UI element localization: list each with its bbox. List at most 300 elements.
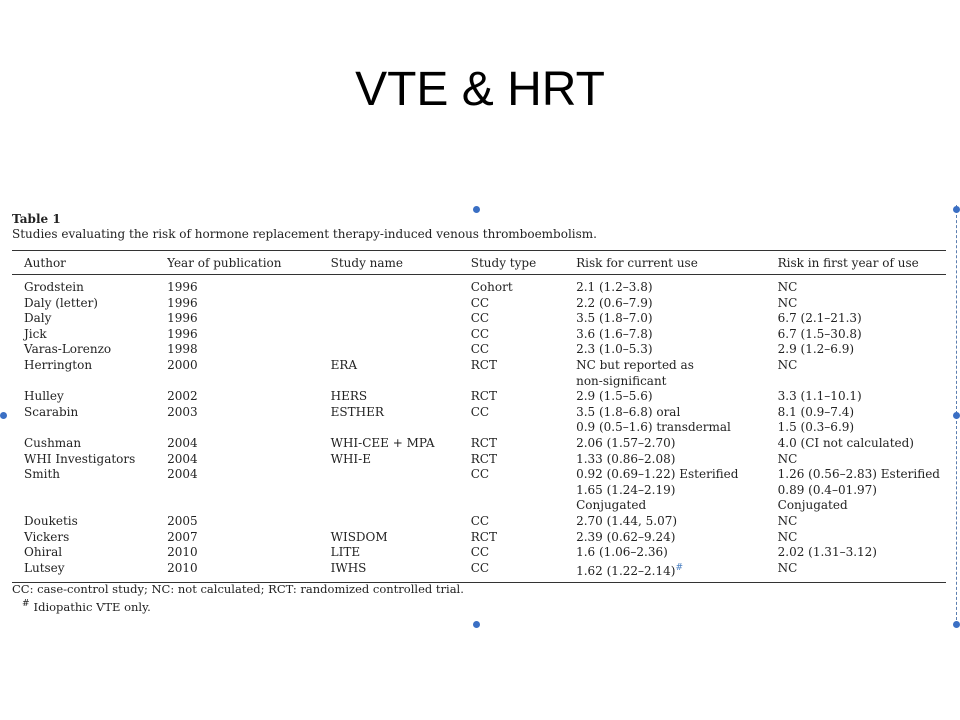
table-row	[12, 436, 946, 452]
cell-risk-first-year-line	[778, 436, 940, 452]
cell-study-type-text: RCT	[470, 389, 497, 404]
cell-risk-current-line	[576, 358, 760, 374]
cell-risk-current-line	[576, 280, 760, 296]
cell-year-line	[167, 296, 313, 312]
col-header-year: Year of publication	[155, 251, 319, 275]
cell-study-name-text: IWHS	[330, 560, 367, 575]
cell-author	[12, 358, 155, 389]
resize-handle-middle-left[interactable]	[0, 412, 7, 419]
cell-risk-first-year-text: 1.5 (0.3–6.9)	[777, 420, 855, 435]
cell-study-type	[459, 405, 564, 436]
cell-study-type-text: CC	[470, 513, 490, 528]
cell-author	[12, 561, 155, 583]
cell-year-line	[167, 545, 313, 561]
cell-year	[155, 327, 319, 343]
cell-study-type	[459, 311, 564, 327]
cell-study-type-text: RCT	[470, 451, 497, 466]
cell-risk-first-year-text: 2.02 (1.31–3.12)	[777, 545, 877, 560]
cell-risk-first-year-line	[778, 389, 940, 405]
footnote-abbreviations: CC: case-control study; NC: not calculated; RCT: randomized controlled trial.	[12, 582, 464, 596]
cell-risk-first-year	[766, 467, 946, 514]
cell-study-name-line	[331, 358, 453, 374]
cell-risk-first-year	[766, 311, 946, 327]
cell-study-type-text: CC	[470, 560, 490, 575]
cell-risk-current-line	[576, 436, 760, 452]
cell-risk-current-text: 3.6 (1.6–7.8)	[576, 326, 653, 341]
cell-risk-first-year-line	[778, 311, 940, 327]
cell-risk-first-year-text: NC	[777, 357, 798, 372]
cell-risk-current	[564, 452, 766, 468]
cell-year	[155, 561, 319, 583]
cell-author-line	[24, 452, 149, 468]
cell-year-line	[167, 561, 313, 577]
cell-study-name	[319, 530, 459, 546]
cell-risk-first-year-line	[778, 342, 940, 358]
cell-year-line	[167, 530, 313, 546]
cell-author-line	[24, 436, 149, 452]
cell-author-text: Grodstein	[24, 280, 84, 294]
cell-author-text: Smith	[24, 467, 60, 482]
cell-risk-first-year-text: 6.7 (2.1–21.3)	[777, 311, 862, 326]
col-header-risk-current: Risk for current use	[564, 251, 766, 275]
cell-author-text: Herrington	[24, 357, 93, 372]
cell-risk-current	[564, 436, 766, 452]
cell-year-text: 2004	[167, 467, 198, 482]
cell-risk-first-year-line	[778, 545, 940, 561]
col-header-risk-first-year: Risk in first year of use	[766, 251, 946, 275]
cell-risk-current	[564, 358, 766, 389]
cell-study-type-line	[471, 530, 558, 546]
footnote-marker[interactable]: #	[675, 562, 683, 573]
cell-study-type-text: CC	[470, 404, 490, 419]
cell-risk-first-year-text: NC	[777, 451, 798, 466]
cell-author	[12, 545, 155, 561]
cell-study-name-text: LITE	[330, 545, 361, 560]
cell-study-type-text: CC	[470, 311, 490, 326]
cell-year-text: 2003	[167, 404, 198, 419]
resize-handle-bottom-center[interactable]	[473, 621, 480, 628]
cell-study-type-text: CC	[470, 295, 490, 310]
cell-risk-current-text: 2.70 (1.44, 5.07)	[576, 513, 678, 528]
cell-study-type-text: CC	[470, 326, 490, 341]
cell-author-text: Daly (letter)	[24, 295, 98, 310]
cell-risk-current-line	[576, 327, 760, 343]
cell-study-type	[459, 342, 564, 358]
cell-author-text: WHI Investigators	[24, 451, 136, 466]
cell-author-line	[24, 311, 149, 327]
footnote-idiopathic-text: Idiopathic VTE only.	[33, 599, 151, 614]
cell-author-text: Lutsey	[24, 560, 65, 575]
cell-study-name-line	[331, 389, 453, 405]
cell-study-type-line	[471, 436, 558, 452]
cell-risk-first-year	[766, 561, 946, 583]
cell-year-line	[167, 280, 313, 296]
cell-risk-current	[564, 467, 766, 514]
cell-study-name-text: WHI-CEE + MPA	[330, 435, 435, 450]
cell-year	[155, 358, 319, 389]
cell-study-name	[319, 275, 459, 296]
cell-risk-first-year-text: NC	[777, 529, 798, 544]
cell-risk-first-year	[766, 327, 946, 343]
cell-risk-current	[564, 389, 766, 405]
cell-risk-first-year-text: 2.9 (1.2–6.9)	[777, 342, 855, 357]
cell-study-name-text: WHI-E	[330, 451, 371, 466]
slide-title: VTE & HRT	[355, 63, 605, 116]
cell-risk-first-year-line	[778, 405, 940, 421]
cell-risk-current	[564, 327, 766, 343]
col-header-study-type: Study type	[459, 251, 564, 275]
cell-study-name	[319, 514, 459, 530]
cell-risk-first-year	[766, 436, 946, 452]
cell-author-text: Hulley	[24, 389, 64, 404]
cell-year	[155, 530, 319, 546]
cell-risk-current-line	[576, 561, 760, 580]
table-row	[12, 311, 946, 327]
cell-author	[12, 296, 155, 312]
cell-risk-current-line	[576, 530, 760, 546]
cell-study-type-line	[471, 358, 558, 374]
cell-author-text: Cushman	[24, 435, 82, 450]
cell-year-text: 1996	[167, 311, 198, 326]
cell-risk-current-text: 2.1 (1.2–3.8)	[576, 280, 653, 294]
cell-risk-first-year-line	[778, 327, 940, 343]
cell-risk-first-year-text: 1.26 (0.56–2.83) Esterified	[777, 467, 940, 482]
cell-risk-current-text: 1.65 (1.24–2.19)	[576, 482, 676, 497]
cell-author-line	[24, 530, 149, 546]
cell-study-name	[319, 405, 459, 436]
cell-study-name-text: ERA	[330, 357, 358, 372]
cell-author	[12, 530, 155, 546]
cell-study-name	[319, 545, 459, 561]
cell-year-text: 2002	[167, 389, 198, 404]
cell-risk-current-line	[576, 342, 760, 358]
cell-study-type-line	[471, 296, 558, 312]
cell-year-text: 2010	[167, 560, 198, 575]
cell-study-name-line	[331, 452, 453, 468]
cell-year	[155, 275, 319, 296]
cell-risk-first-year	[766, 405, 946, 436]
cell-year-line	[167, 405, 313, 421]
cell-author-text: Ohiral	[24, 545, 63, 560]
cell-study-name-line	[331, 436, 453, 452]
table-row	[12, 296, 946, 312]
cell-author	[12, 405, 155, 436]
table-row	[12, 452, 946, 468]
cell-study-type	[459, 275, 564, 296]
cell-risk-first-year-line	[778, 561, 940, 577]
cell-risk-current	[564, 545, 766, 561]
cell-study-type	[459, 452, 564, 468]
cell-author-line	[24, 467, 149, 483]
cell-year-text: 2007	[167, 529, 198, 544]
cell-study-type-line	[471, 327, 558, 343]
cell-risk-current-line	[576, 498, 760, 514]
cell-author	[12, 311, 155, 327]
cell-year-line	[167, 389, 313, 405]
cell-year	[155, 311, 319, 327]
cell-study-type-line	[471, 452, 558, 468]
table-caption-text: Studies evaluating the risk of hormone replacement therapy-induced venous thromboembolism.	[12, 227, 597, 241]
cell-study-type-line	[471, 514, 558, 530]
cell-study-name-line	[331, 405, 453, 421]
cell-author	[12, 342, 155, 358]
cell-year-line	[167, 358, 313, 374]
cell-risk-current-text: 2.06 (1.57–2.70)	[576, 435, 676, 450]
cell-risk-current-line	[576, 483, 760, 499]
footnote-symbol: #	[22, 599, 30, 609]
cell-author-line	[24, 389, 149, 405]
cell-year	[155, 452, 319, 468]
cell-risk-first-year-line	[778, 467, 940, 483]
cell-study-type-line	[471, 280, 558, 296]
cell-author	[12, 436, 155, 452]
cell-risk-current-line	[576, 389, 760, 405]
cell-year-line	[167, 452, 313, 468]
cell-study-type	[459, 545, 564, 561]
cell-study-type-line	[471, 545, 558, 561]
cell-year-line	[167, 436, 313, 452]
cell-risk-first-year	[766, 545, 946, 561]
cell-risk-first-year	[766, 358, 946, 389]
table-row	[12, 275, 946, 296]
table-row	[12, 389, 946, 405]
cell-year	[155, 389, 319, 405]
cell-study-type-text: RCT	[470, 529, 497, 544]
cell-risk-current-text: 1.33 (0.86–2.08)	[576, 451, 676, 466]
cell-study-name	[319, 389, 459, 405]
cell-risk-first-year-text: 6.7 (1.5–30.8)	[777, 326, 862, 341]
cell-study-type-line	[471, 561, 558, 577]
cell-author-line	[24, 405, 149, 421]
cell-author	[12, 514, 155, 530]
cell-risk-first-year-text: 0.89 (0.4–01.97)	[777, 482, 877, 497]
cell-risk-current-text: Conjugated	[576, 498, 647, 513]
cell-study-name	[319, 311, 459, 327]
cell-study-name	[319, 436, 459, 452]
cell-author	[12, 389, 155, 405]
cell-risk-first-year	[766, 452, 946, 468]
cell-study-type	[459, 561, 564, 583]
cell-year-line	[167, 514, 313, 530]
cell-risk-first-year	[766, 389, 946, 405]
cell-risk-current-line	[576, 452, 760, 468]
col-header-author: Author	[12, 251, 155, 275]
cell-year-text: 1996	[167, 280, 198, 294]
cell-study-name-line	[331, 561, 453, 577]
cell-year-text: 2004	[167, 435, 198, 450]
cell-author	[12, 467, 155, 514]
cell-year-text: 1996	[167, 295, 198, 310]
cell-risk-current-text: 3.5 (1.8–6.8) oral	[576, 404, 681, 419]
cell-author-line	[24, 561, 149, 577]
cell-risk-current	[564, 342, 766, 358]
resize-handle-middle-right[interactable]	[953, 412, 960, 419]
cell-risk-current-text: NC but reported as	[576, 357, 694, 372]
cell-risk-first-year	[766, 530, 946, 546]
cell-study-name-line	[331, 530, 453, 546]
cell-study-name-text: ESTHER	[330, 404, 384, 419]
cell-study-type	[459, 389, 564, 405]
cell-risk-current-line	[576, 420, 760, 436]
cell-risk-first-year	[766, 296, 946, 312]
cell-risk-current	[564, 296, 766, 312]
cell-risk-current-text: 1.62 (1.22–2.14)	[576, 563, 676, 578]
cell-year-text: 1998	[167, 342, 198, 357]
table-figure[interactable]	[0, 205, 960, 625]
resize-handle-top-right[interactable]	[953, 206, 960, 213]
cell-year-line	[167, 342, 313, 358]
cell-risk-first-year-line	[778, 498, 940, 514]
cell-study-name	[319, 561, 459, 583]
cell-study-name-text: WISDOM	[330, 529, 388, 544]
cell-study-name	[319, 342, 459, 358]
cell-study-type	[459, 327, 564, 343]
resize-handle-bottom-right[interactable]	[953, 621, 960, 628]
cell-author-line	[24, 342, 149, 358]
cell-risk-current-line	[576, 545, 760, 561]
cell-study-type-line	[471, 405, 558, 421]
table-row	[12, 358, 946, 389]
cell-year-line	[167, 327, 313, 343]
cell-risk-current-line	[576, 374, 760, 390]
cell-risk-first-year-line	[778, 296, 940, 312]
table-row	[12, 405, 946, 436]
cell-study-type-line	[471, 342, 558, 358]
cell-risk-current-text: 2.9 (1.5–5.6)	[576, 389, 653, 404]
cell-author-line	[24, 280, 149, 296]
cell-risk-current-text: 0.9 (0.5–1.6) transdermal	[576, 420, 731, 435]
cell-risk-current-text: 2.3 (1.0–5.3)	[576, 342, 653, 357]
cell-year-text: 2000	[167, 357, 198, 372]
cell-study-type-line	[471, 467, 558, 483]
cell-year-line	[167, 311, 313, 327]
cell-risk-first-year-line	[778, 514, 940, 530]
cell-study-name-line	[331, 545, 453, 561]
cell-year-text: 1996	[167, 326, 198, 341]
cell-author-line	[24, 358, 149, 374]
cell-risk-first-year-line	[778, 483, 940, 499]
cell-study-type	[459, 296, 564, 312]
cell-author-line	[24, 327, 149, 343]
cell-risk-first-year-line	[778, 530, 940, 546]
cell-risk-first-year-text: NC	[777, 513, 798, 528]
cell-year	[155, 545, 319, 561]
cell-year	[155, 436, 319, 452]
cell-study-type-text: CC	[470, 467, 490, 482]
cell-risk-current	[564, 405, 766, 436]
cell-author-line	[24, 545, 149, 561]
cell-year	[155, 514, 319, 530]
cell-risk-current-line	[576, 311, 760, 327]
cell-risk-first-year-text: 8.1 (0.9–7.4)	[777, 404, 855, 419]
cell-risk-current-text: 3.5 (1.8–7.0)	[576, 311, 653, 326]
cell-study-type	[459, 358, 564, 389]
cell-risk-current	[564, 514, 766, 530]
table-body	[12, 275, 946, 583]
cell-study-type	[459, 530, 564, 546]
table-footnotes	[12, 582, 464, 615]
cell-risk-first-year-text: NC	[777, 560, 798, 575]
cell-risk-current	[564, 311, 766, 327]
cell-risk-first-year-line	[778, 452, 940, 468]
cell-author-text: Daly	[24, 311, 52, 326]
cell-author	[12, 452, 155, 468]
cell-author-text: Vickers	[24, 529, 70, 544]
cell-risk-first-year-text: Conjugated	[777, 498, 848, 513]
cell-risk-first-year-text: 4.0 (CI not calculated)	[777, 435, 914, 450]
cell-author-text: Varas-Lorenzo	[24, 342, 112, 357]
cell-risk-first-year-line	[778, 358, 940, 374]
cell-study-name	[319, 358, 459, 389]
cell-study-type-line	[471, 389, 558, 405]
cell-study-type-line	[471, 311, 558, 327]
cell-risk-first-year	[766, 514, 946, 530]
cell-risk-current-text: non-significant	[576, 373, 667, 388]
cell-risk-first-year-line	[778, 420, 940, 436]
cell-author	[12, 275, 155, 296]
cell-year-text: 2004	[167, 451, 198, 466]
cell-author	[12, 327, 155, 343]
cell-year-line	[167, 467, 313, 483]
footnote-idiopathic	[12, 597, 464, 615]
cell-study-name	[319, 327, 459, 343]
cell-risk-current-line	[576, 296, 760, 312]
col-header-study-name: Study name	[319, 251, 459, 275]
table-row	[12, 530, 946, 546]
cell-study-name	[319, 452, 459, 468]
table-row	[12, 467, 946, 514]
table-row	[12, 342, 946, 358]
cell-risk-first-year	[766, 275, 946, 296]
cell-study-type-text: CC	[470, 545, 490, 560]
table-row	[12, 327, 946, 343]
cell-study-type	[459, 436, 564, 452]
cell-risk-current-line	[576, 405, 760, 421]
cell-author-line	[24, 514, 149, 530]
cell-risk-current-text: 1.6 (1.06–2.36)	[576, 545, 668, 560]
cell-study-type-text: RCT	[470, 357, 497, 372]
cell-year	[155, 467, 319, 514]
cell-risk-current	[564, 275, 766, 296]
cell-year	[155, 342, 319, 358]
table-row	[12, 545, 946, 561]
cell-risk-first-year-text: NC	[777, 280, 798, 294]
cell-risk-current-line	[576, 467, 760, 483]
cell-risk-first-year-text: 3.3 (1.1–10.1)	[777, 389, 862, 404]
cell-study-type	[459, 467, 564, 514]
cell-study-name-text: HERS	[330, 389, 368, 404]
cell-risk-first-year-text: NC	[777, 295, 798, 310]
cell-year-text: 2005	[167, 513, 198, 528]
cell-risk-current	[564, 561, 766, 583]
table-row	[12, 514, 946, 530]
cell-study-type-text: RCT	[470, 435, 497, 450]
cell-study-name	[319, 467, 459, 514]
cell-study-type-text: Cohort	[470, 280, 513, 294]
table-row	[12, 561, 946, 583]
cell-risk-current-text: 0.92 (0.69–1.22) Esterified	[576, 467, 739, 482]
cell-risk-first-year	[766, 342, 946, 358]
cell-author-line	[24, 296, 149, 312]
cell-year-text: 2010	[167, 545, 198, 560]
table-caption	[12, 212, 597, 242]
cell-author-text: Scarabin	[24, 404, 79, 419]
cell-risk-current-line	[576, 514, 760, 530]
cell-study-type-text: CC	[470, 342, 490, 357]
cell-risk-current	[564, 530, 766, 546]
cell-risk-first-year-line	[778, 280, 940, 296]
cell-author-text: Jick	[24, 326, 47, 341]
